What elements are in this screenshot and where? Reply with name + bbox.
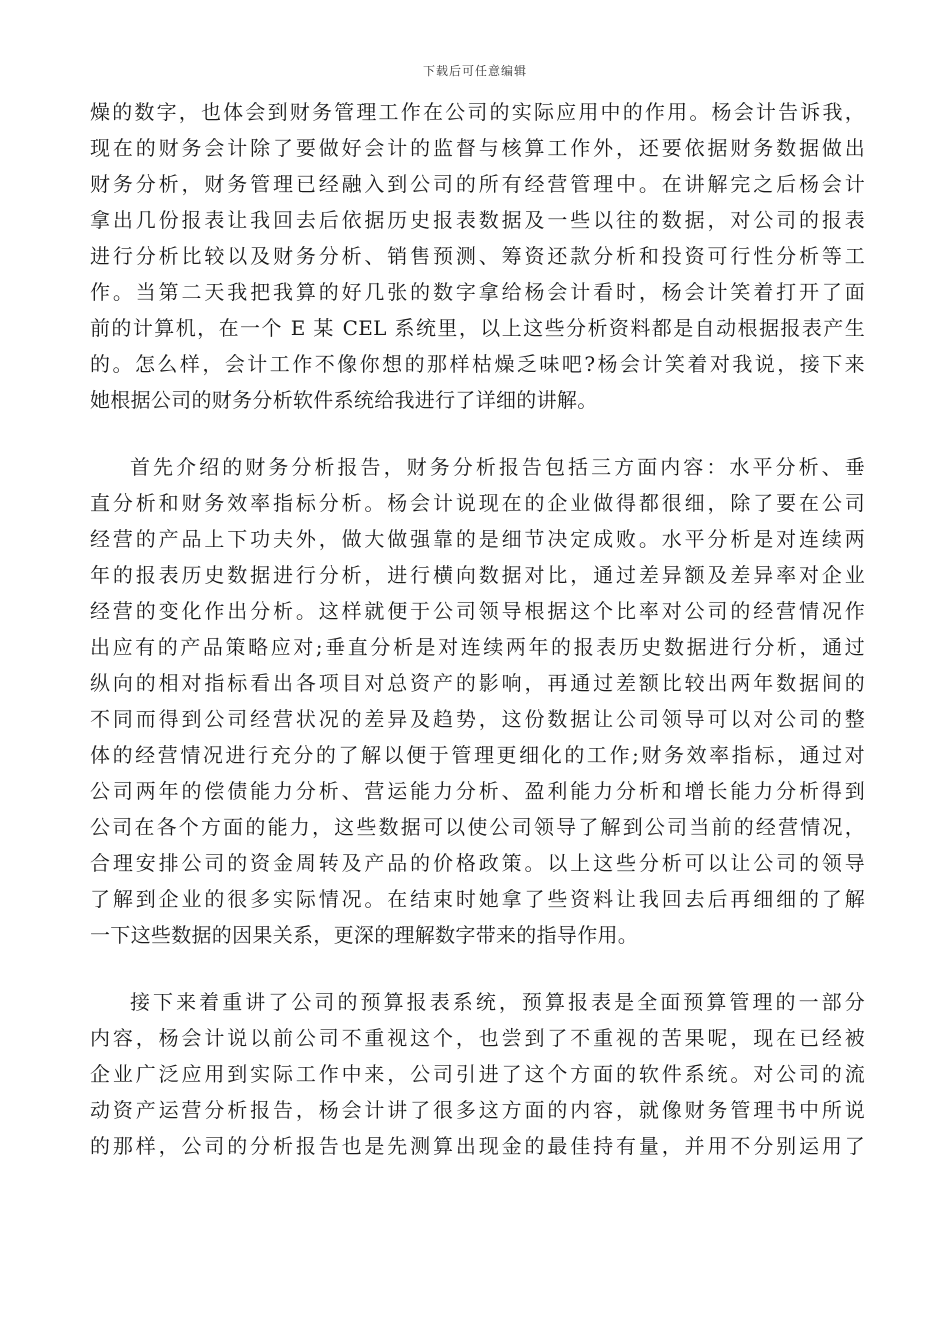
- text-line: 前的计算机，在一个 E 某 CEL 系统里，以上这些分析资料都是自动根据报表产生: [90, 316, 865, 340]
- paragraph-3: [90, 984, 865, 1164]
- paragraph-1: [90, 94, 865, 418]
- text-line: 进行分析比较以及财务分析、销售预测、筹资还款分析和投资可行性分析等工: [90, 244, 865, 268]
- text-line: 拿出几份报表让我回去后依据历史报表数据及一些以往的数据，对公司的报表: [90, 208, 865, 232]
- text-line: 一下这些数据的因果关系，更深的理解数字带来的指导作用。: [90, 923, 639, 947]
- text-line: 她根据公司的财务分析软件系统给我进行了详细的讲解。: [90, 388, 598, 412]
- text-line: 燥的数字，也体会到财务管理工作在公司的实际应用中的作用。杨会计告诉我，: [90, 100, 865, 124]
- text-line: 首先介绍的财务分析报告，财务分析报告包括三方面内容：水平分析、垂: [130, 455, 865, 479]
- text-line: 体的经营情况进行充分的了解以便于管理更细化的工作;财务效率指标，通过对: [90, 743, 865, 767]
- text-line: 经营的产品上下功夫外，做大做强靠的是细节决定成败。水平分析是对连续两: [90, 527, 865, 551]
- text-line: 公司两年的偿债能力分析、营运能力分析、盈利能力分析和增长能力分析得到: [90, 779, 865, 803]
- text-line: 公司在各个方面的能力，这些数据可以使公司领导了解到公司当前的经营情况，: [90, 815, 865, 839]
- text-line: 了解到企业的很多实际情况。在结束时她拿了些资料让我回去后再细细的了解: [90, 887, 865, 911]
- text-line: 合理安排公司的资金周转及产品的价格政策。以上这些分析可以让公司的领导: [90, 851, 865, 875]
- text-line: 纵向的相对指标看出各项目对总资产的影响，再通过差额比较出两年数据间的: [90, 671, 865, 695]
- page-header: 下载后可任意编辑: [422, 64, 527, 78]
- text-line: 内容，杨会计说以前公司不重视这个，也尝到了不重视的苦果呢，现在已经被: [90, 1026, 865, 1050]
- text-line: 的。怎么样，会计工作不像你想的那样枯燥乏味吧?杨会计笑着对我说，接下来: [90, 352, 865, 376]
- text-line: 的那样，公司的分析报告也是先测算出现金的最佳持有量，并用不分别运用了: [90, 1134, 865, 1158]
- text-line: 现在的财务会计除了要做好会计的监督与核算工作外，还要依据财务数据做出: [90, 136, 865, 160]
- document-body: [90, 94, 865, 1164]
- text-line: 作。当第二天我把我算的好几张的数字拿给杨会计看时，杨会计笑着打开了面: [90, 280, 865, 304]
- text-line: 直分析和财务效率指标分析。杨会计说现在的企业做得都很细，除了要在公司: [90, 491, 865, 515]
- text-line: 企业广泛应用到实际工作中来，公司引进了这个方面的软件系统。对公司的流: [90, 1062, 865, 1086]
- text-line: 不同而得到公司经营状况的差异及趋势，这份数据让公司领导可以对公司的整: [90, 707, 865, 731]
- text-line: 动资产运营分析报告，杨会计讲了很多这方面的内容，就像财务管理书中所说: [90, 1098, 865, 1122]
- text-line: 接下来着重讲了公司的预算报表系统，预算报表是全面预算管理的一部分: [130, 990, 865, 1014]
- text-line: 出应有的产品策略应对;垂直分析是对连续两年的报表历史数据进行分析，通过: [90, 635, 865, 659]
- text-line: 年的报表历史数据进行分析，进行横向数据对比，通过差异额及差异率对企业: [90, 563, 865, 587]
- paragraph-2: [90, 449, 865, 953]
- text-line: 财务分析，财务管理已经融入到公司的所有经营管理中。在讲解完之后杨会计: [90, 172, 865, 196]
- text-line: 经营的变化作出分析。这样就便于公司领导根据这个比率对公司的经营情况作: [90, 599, 865, 623]
